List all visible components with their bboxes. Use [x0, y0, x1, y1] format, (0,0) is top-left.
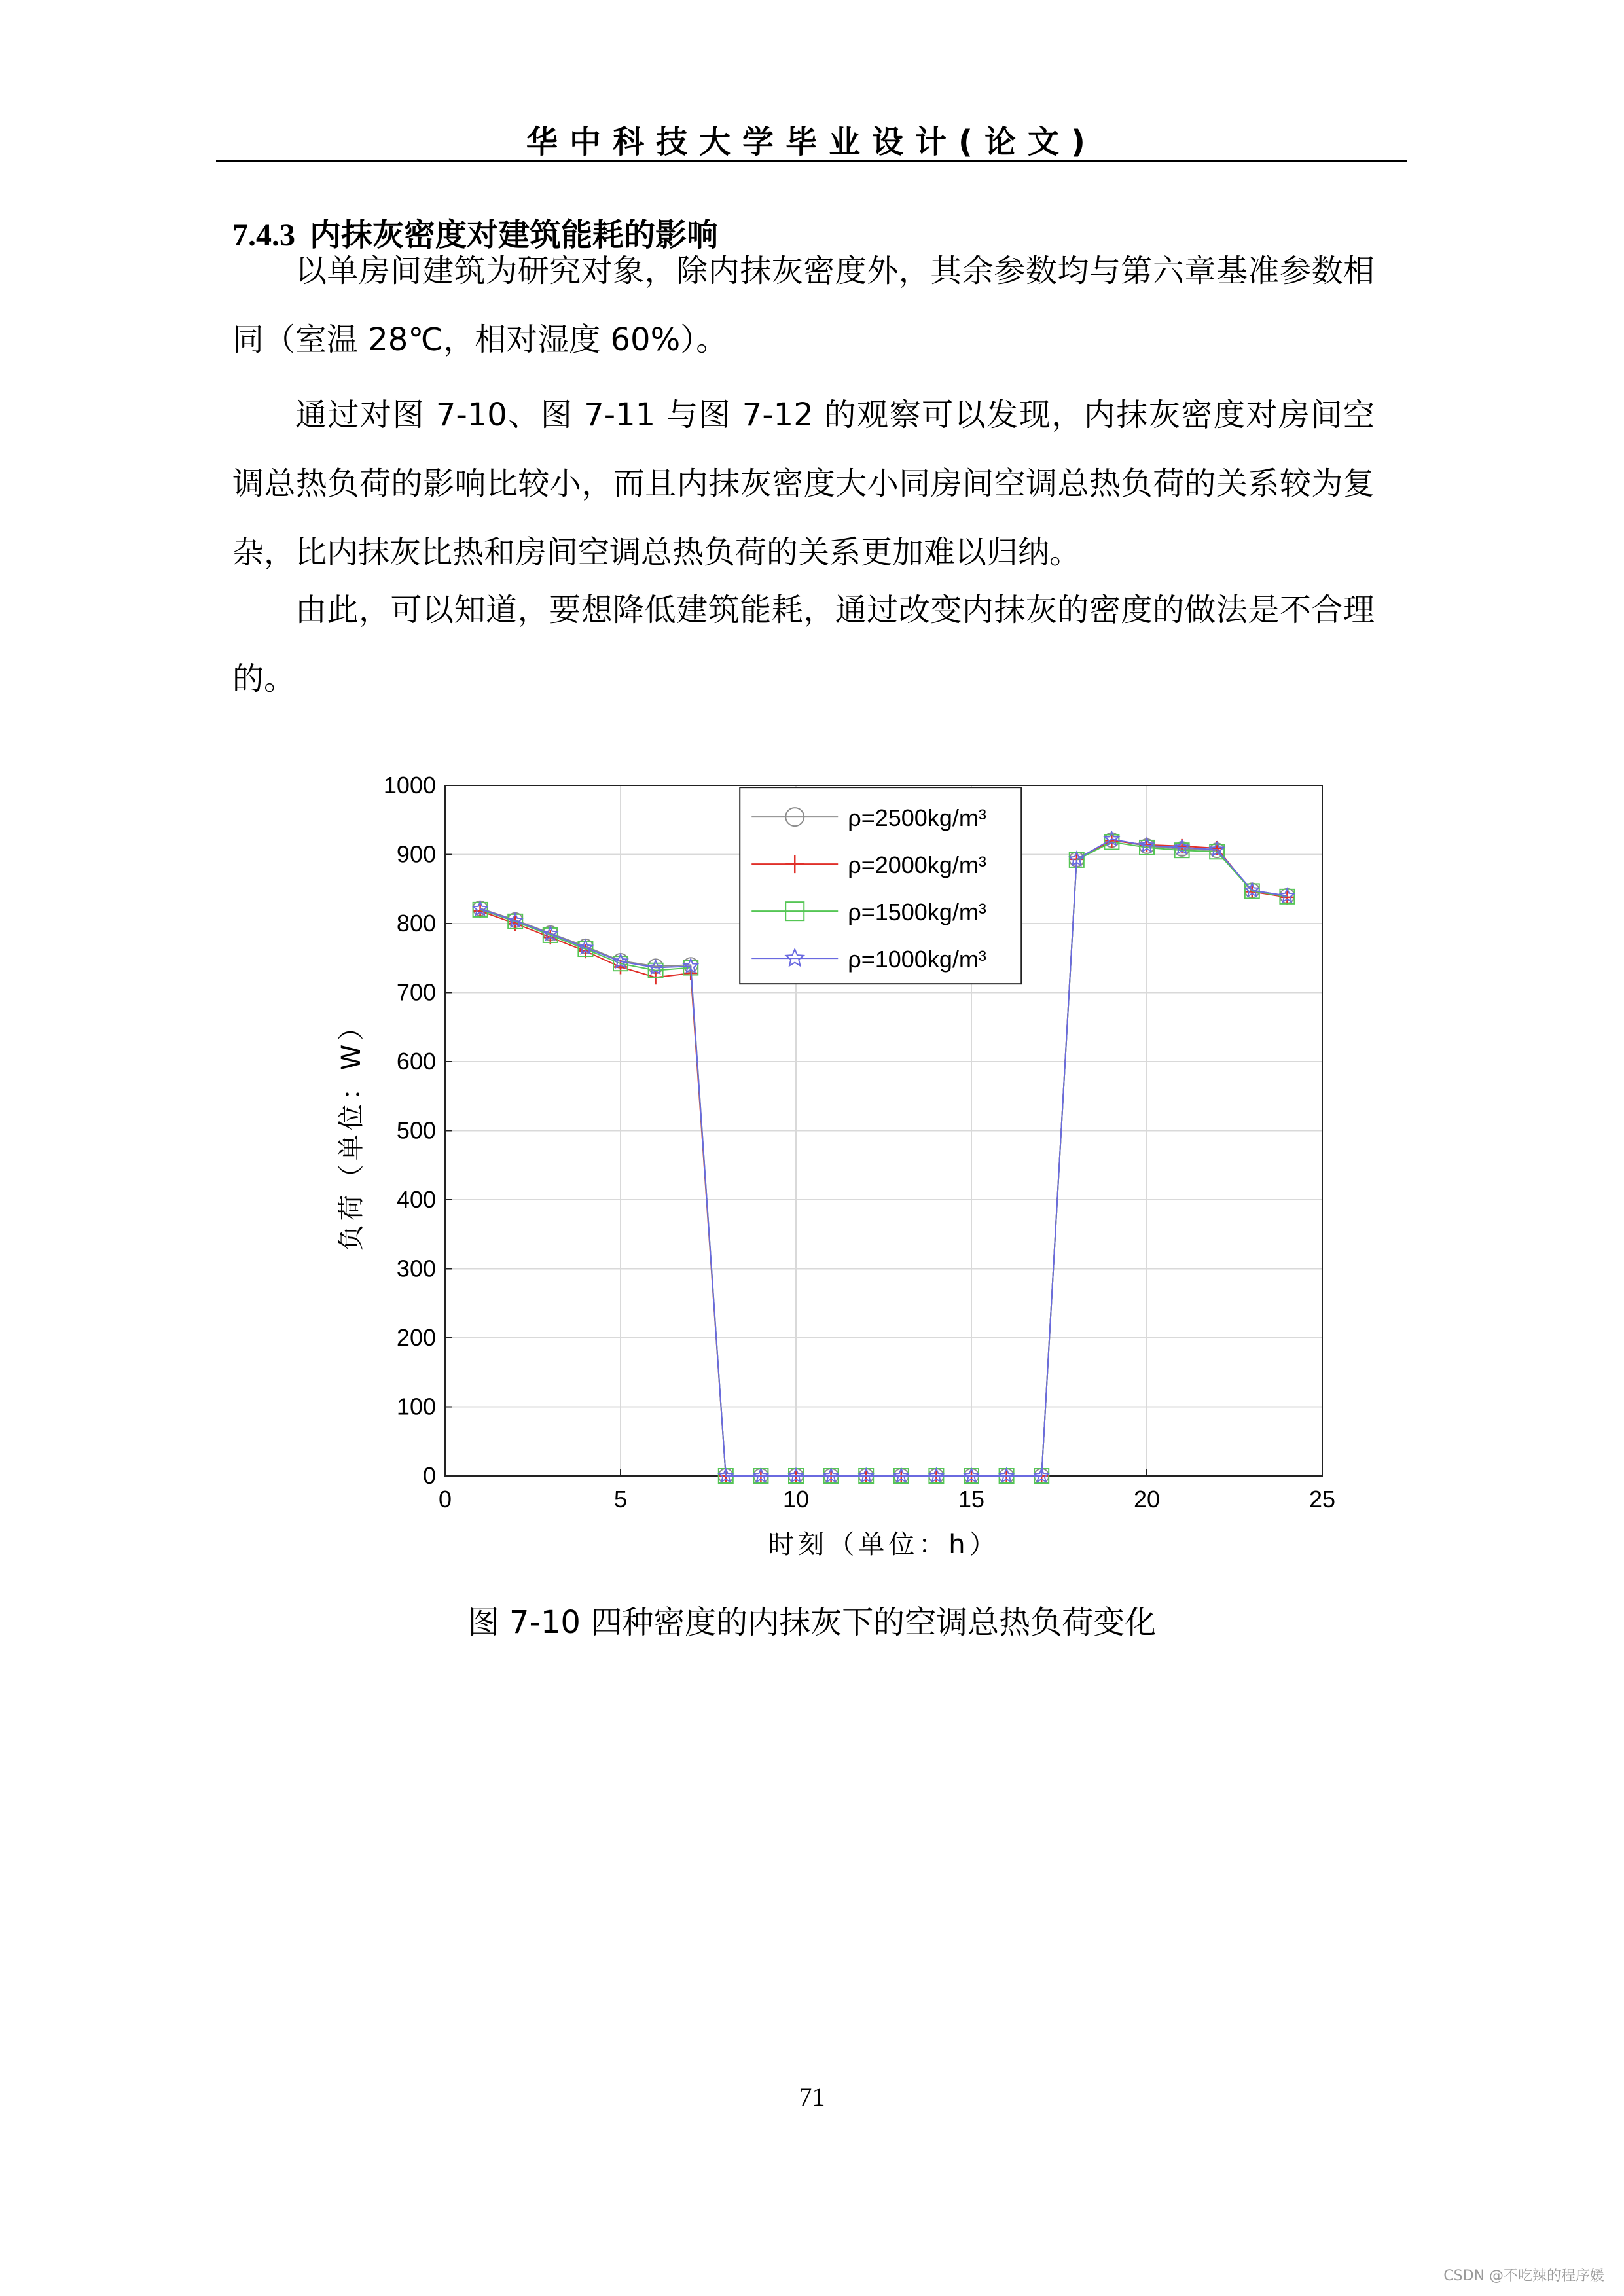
paragraph-3: 由此，可以知道，要想降低建筑能耗，通过改变内抹灰的密度的做法是不合理的。	[232, 592, 1375, 697]
y-tick-label: 100	[396, 1393, 436, 1420]
x-tick-label: 20	[1133, 1486, 1161, 1513]
y-tick-label: 900	[396, 840, 436, 868]
legend-label: ρ=1000kg/m³	[848, 946, 986, 973]
y-tick-label: 800	[396, 910, 436, 937]
y-tick-label: 600	[396, 1048, 436, 1075]
section-number: 7.4.3	[232, 218, 295, 253]
header-rule	[216, 160, 1407, 162]
watermark: CSDN @不吃辣的程序媛	[1443, 2268, 1604, 2284]
x-tick-label: 10	[782, 1486, 810, 1513]
x-tick-label: 5	[613, 1486, 628, 1513]
section-title: 内抹灰密度对建筑能耗的影响	[310, 217, 719, 253]
paragraph-1: 以单房间建筑为研究对象，除内抹灰密度外，其余参数均与第六章基准参数相同（室温 28℃，相对湿度 60%）。	[232, 253, 1375, 358]
y-tick-label: 200	[396, 1324, 436, 1351]
page-number: 71	[799, 2082, 825, 2111]
legend-label: ρ=1500kg/m³	[848, 899, 986, 926]
x-axis-label: 时刻（单位：h）	[768, 1530, 1000, 1560]
y-tick-label: 400	[396, 1186, 436, 1213]
y-tick-label: 500	[396, 1117, 436, 1144]
legend-label: ρ=2500kg/m³	[848, 804, 986, 832]
x-tick-label: 15	[958, 1486, 985, 1513]
y-tick-label: 700	[396, 978, 436, 1006]
x-tick-label: 0	[438, 1486, 452, 1513]
y-axis-label: 负荷（单位：W）	[336, 1010, 367, 1251]
header-title: 华中科技大学毕业设计(论文)	[526, 124, 1097, 160]
paragraph-2: 通过对图 7-10、图 7-11 与图 7-12 的观察可以发现，内抹灰密度对房间空调总热负荷的影响比较小，而且内抹灰密度大小同房间空调总热负荷的关系较为复杂，比内抹灰比热和房间空调总热负荷的关系更加难以归纳。	[232, 397, 1375, 571]
y-tick-label: 0	[422, 1462, 436, 1489]
y-tick-label: 300	[396, 1255, 436, 1282]
legend-label: ρ=2000kg/m³	[848, 852, 986, 879]
load-chart	[314, 753, 1375, 1564]
legend	[740, 787, 1021, 984]
figure-caption: 图 7-10 四种密度的内抹灰下的空调总热负荷变化	[467, 1604, 1157, 1641]
y-tick-label: 1000	[383, 772, 436, 798]
x-tick-label: 25	[1308, 1486, 1336, 1513]
